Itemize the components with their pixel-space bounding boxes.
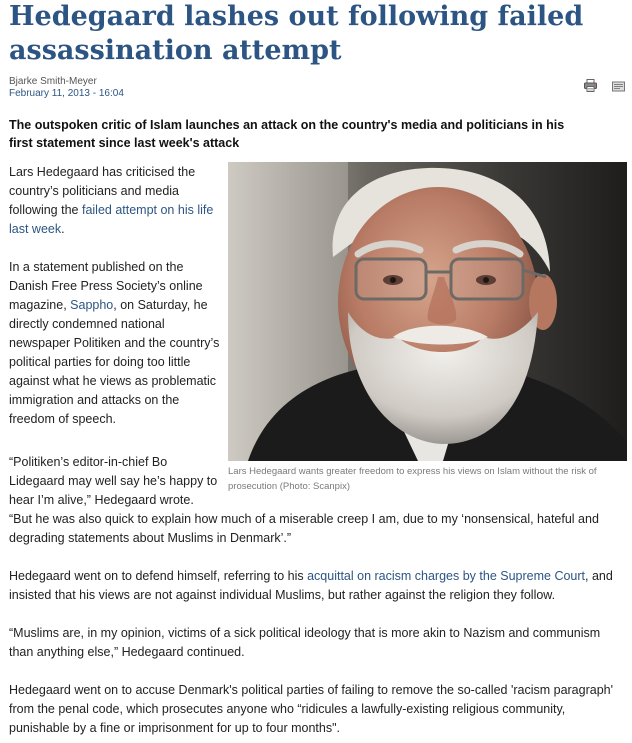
paragraph-6: Hedegaard went on to accuse Denmark's political parties of failing to remove the so-called 'racism paragraph' from the penal code, which prosecutes anyone who “ridicules a lawfully-existing religious community, punishable by a fine or imprisonment for up to four months". (9, 683, 613, 735)
paragraph-1-end: . (61, 222, 65, 236)
article-tools (584, 79, 624, 93)
paragraph-2 (9, 258, 221, 429)
paragraph-3-intro: “Politiken’s editor-in-chief Bo Lidegaard may well say he’s happy to hear I’m alive,” Hedegaard wrote. (9, 455, 218, 507)
article-figure (228, 162, 627, 496)
paragraph-1 (9, 163, 221, 239)
byline (9, 76, 124, 100)
article-photo (228, 162, 627, 461)
sappho-link[interactable]: Sappho (70, 298, 114, 312)
publish-date: February 11, 2013 - 16:04 (9, 88, 124, 99)
paragraph-3-continued: “But he was also quick to explain how much of a miserable creep I am, due to my ‘nonsensical, hateful and degrading statements about Muslims in Denmark’.” (9, 512, 599, 545)
author-name: Bjarke Smith-Meyer (9, 76, 97, 87)
paragraph-1-text: Lars Hedegaard has criticised the country’s politicians and media following the (9, 165, 196, 217)
acquittal-link[interactable]: acquittal on racism charges by the Supreme Court (307, 569, 586, 583)
email-icon[interactable] (612, 79, 625, 97)
failed-attempt-link[interactable]: failed attempt on his life last week (9, 203, 214, 236)
paragraph-2-end: , on Saturday, he directly condemned national newspaper Politiken and the country’s political parties for doing too little against what he views as problematic immigration and attacks on the freedom of speech. (9, 298, 220, 426)
paragraph-5: “Muslims are, in my opinion, victims of a sick political ideology that is more akin to Nazism and communism than anything else,” Hedegaard continued. (9, 626, 601, 659)
paragraph-4-end: , and insisted that his views are not against individual Muslims, but rather against the religion they follow. (9, 569, 613, 602)
paragraph-2-text: In a statement published on the Danish Free Press Society’s online magazine, (9, 260, 203, 312)
paragraph-4 (9, 567, 623, 605)
article-headline: Hedegaard lashes out following failed assassination attempt (9, 1, 584, 66)
article-lead: The outspoken critic of Islam launches an attack on the country's media and politicians in his first statement since last week's attack (9, 118, 565, 150)
printer-icon[interactable] (584, 79, 597, 97)
photo-caption: Lars Hedegaard wants greater freedom to express his views on Islam without the risk of prosecution (Photo: Scanpix) (228, 466, 597, 492)
paragraph-4-text: Hedegaard went on to defend himself, referring to his (9, 569, 308, 583)
